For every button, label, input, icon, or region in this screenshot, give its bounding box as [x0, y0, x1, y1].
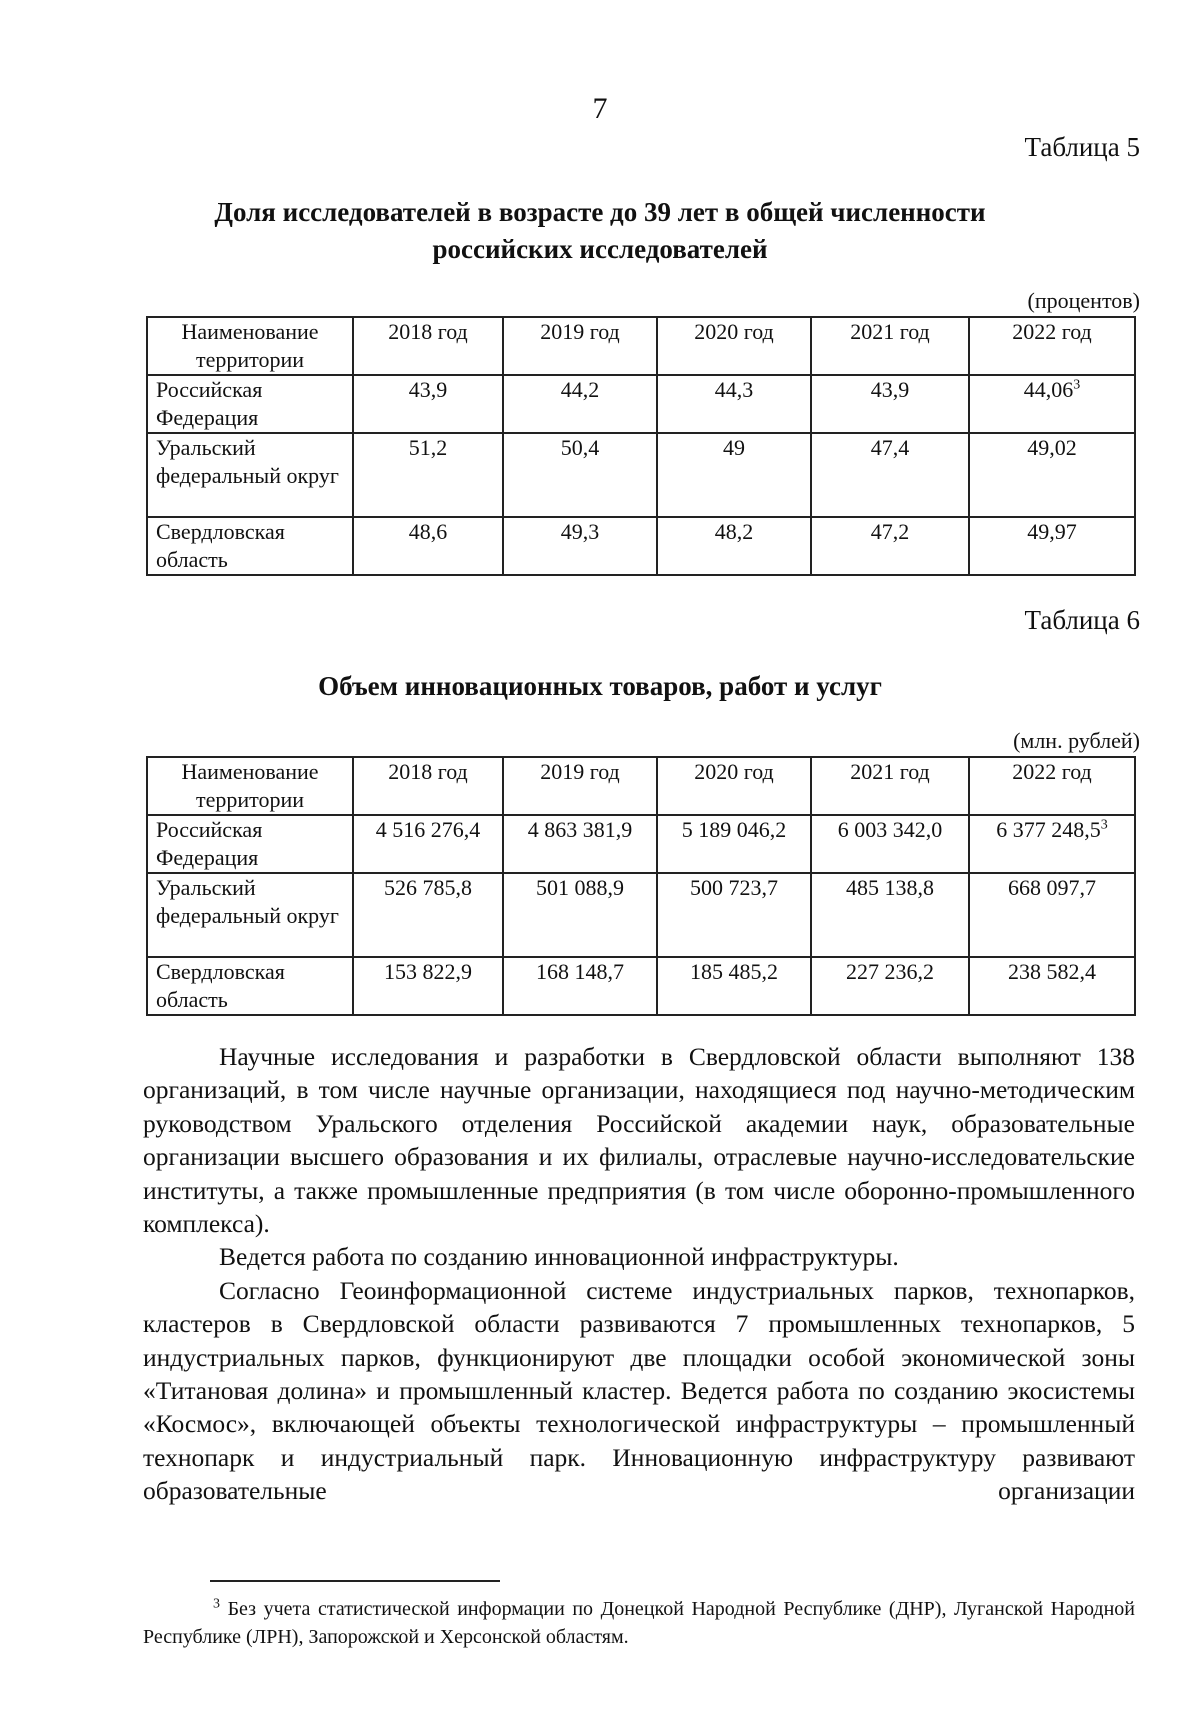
- table-cell: [969, 375, 1135, 433]
- body-paragraph: Ведется работа по созданию инновационной инфраструктуры.: [219, 1242, 899, 1272]
- territory-name: Свердловская область: [147, 957, 353, 1015]
- footnote-divider: [210, 1580, 500, 1582]
- footnote-marker: 3: [1100, 817, 1108, 833]
- table-row: [147, 873, 1135, 957]
- table-cell: 49,3: [503, 517, 657, 575]
- table5-title-line1: Доля исследователей в возрасте до 39 лет в общей численности: [214, 197, 986, 227]
- table6-header-cell: 2021 год: [811, 757, 969, 815]
- table6-header-cell: Наименование территории: [147, 757, 353, 815]
- table-cell: 168 148,7: [503, 957, 657, 1015]
- table5-header-cell: Наименование территории: [147, 317, 353, 375]
- table-cell: 47,2: [811, 517, 969, 575]
- table-cell: 43,9: [353, 375, 503, 433]
- table6-header-cell: 2020 год: [657, 757, 811, 815]
- table5-title-line2: российских исследователей: [432, 234, 768, 264]
- table-cell: 47,4: [811, 433, 969, 517]
- table6-units: (млн. рублей): [1013, 728, 1140, 753]
- table5-header-cell: 2020 год: [657, 317, 811, 375]
- table-row: [147, 433, 1135, 517]
- footnote-text: Без учета статистической информации по Донецкой Народной Республике (ДНР), Луганской Народной Республике (ЛРН), Запорожской и Херсонской областям.: [143, 1598, 1135, 1648]
- table-cell: 44,2: [503, 375, 657, 433]
- table6-header-cell: 2019 год: [503, 757, 657, 815]
- table-cell: 485 138,8: [811, 873, 969, 957]
- table5-header-cell: 2022 год: [969, 317, 1135, 375]
- table5-label: Таблица 5: [1024, 132, 1140, 162]
- table-cell: 227 236,2: [811, 957, 969, 1015]
- footnote-marker: 3: [213, 1596, 220, 1612]
- table6-title: Объем инновационных товаров, работ и услуг: [318, 671, 882, 701]
- table5-header-cell: 2021 год: [811, 317, 969, 375]
- table-cell: 153 822,9: [353, 957, 503, 1015]
- table6-header-cell: 2018 год: [353, 757, 503, 815]
- territory-name: Уральский федеральный округ: [147, 433, 353, 517]
- table5: [146, 316, 1136, 576]
- table-cell: 526 785,8: [353, 873, 503, 957]
- table-cell: 4 863 381,9: [503, 815, 657, 873]
- territory-name: Уральский федеральный округ: [147, 873, 353, 957]
- table-row: [147, 957, 1135, 1015]
- table-cell: 43,9: [811, 375, 969, 433]
- body-paragraph: Научные исследования и разработки в Свердловской области выполняют 138 организаций, в том числе научные организации, находящиеся под научно-методическим руководством Уральского отделения Российской академии наук, образовательные организации высшего образования и их филиалы, отраслевые научно-исследовательские институты, а также промышленные предприятия (в том числе оборонно-промышленного комплекса).: [143, 1042, 1135, 1239]
- table-cell: 49,02: [969, 433, 1135, 517]
- table-cell: 185 485,2: [657, 957, 811, 1015]
- footnote-marker: 3: [1073, 377, 1081, 393]
- body-text: [143, 1040, 1135, 1508]
- territory-name: Российская Федерация: [147, 375, 353, 433]
- table-row: [147, 815, 1135, 873]
- table5-header-cell: 2019 год: [503, 317, 657, 375]
- table-cell: 49: [657, 433, 811, 517]
- table-cell: 500 723,7: [657, 873, 811, 957]
- table-cell: 6 003 342,0: [811, 815, 969, 873]
- table5-units: (процентов): [1027, 288, 1140, 313]
- table-row: [147, 375, 1135, 433]
- table-cell: 238 582,4: [969, 957, 1135, 1015]
- body-paragraph: Согласно Геоинформационной системе индустриальных парков, технопарков, кластеров в Свердловской области развиваются 7 промышленных технопарков, 5 индустриальных парков, функционируют две площадки особой экономической зоны «Титановая долина» и промышленный кластер. Ведется работа по созданию экосистемы «Космос», включающей объекты технологической инфраструктуры – промышленный технопарк и индустриальный парк. Инновационную инфраструктуру развивают образовательные организации: [143, 1275, 1135, 1506]
- table-cell: 49,97: [969, 517, 1135, 575]
- cell-value: 6 377 248,5: [996, 817, 1101, 842]
- table5-header-row: [147, 317, 1135, 375]
- table6-label: Таблица 6: [1024, 605, 1140, 635]
- page-number: 7: [592, 92, 608, 125]
- table-cell: 668 097,7: [969, 873, 1135, 957]
- footnote: [143, 1595, 1135, 1651]
- table-cell: 48,6: [353, 517, 503, 575]
- table6: [146, 756, 1136, 1016]
- table-cell: 5 189 046,2: [657, 815, 811, 873]
- table-cell: 48,2: [657, 517, 811, 575]
- table-cell: 4 516 276,4: [353, 815, 503, 873]
- table-cell: 50,4: [503, 433, 657, 517]
- table-cell: 501 088,9: [503, 873, 657, 957]
- table6-header-row: [147, 757, 1135, 815]
- table5-title: [0, 194, 1200, 268]
- territory-name: Свердловская область: [147, 517, 353, 575]
- cell-value: 44,06: [1023, 377, 1074, 402]
- table-cell: 44,3: [657, 375, 811, 433]
- table-row: [147, 517, 1135, 575]
- table5-header-cell: 2018 год: [353, 317, 503, 375]
- territory-name: Российская Федерация: [147, 815, 353, 873]
- table6-header-cell: 2022 год: [969, 757, 1135, 815]
- table-cell: [969, 815, 1135, 873]
- table-cell: 51,2: [353, 433, 503, 517]
